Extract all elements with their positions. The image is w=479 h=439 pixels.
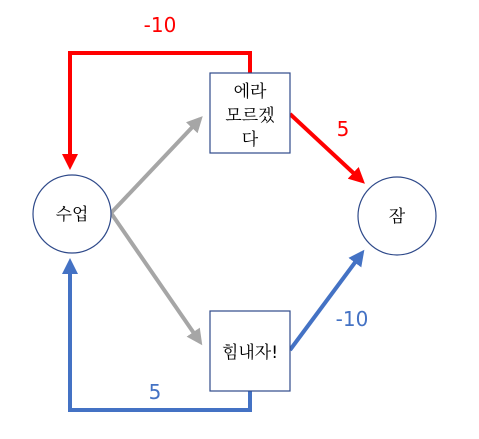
edge-class-to-dunno (111, 119, 200, 213)
edge-label-cheer-to-class: 5 (148, 380, 162, 404)
edge-label-dunno-to-sleep: 5 (336, 117, 350, 141)
node-cheer-label: 힘내자! (221, 343, 279, 363)
edge-dunno-to-sleep (290, 114, 362, 181)
node-class (33, 175, 111, 253)
edge-cheer-to-sleep (290, 253, 362, 350)
node-cheer (210, 311, 290, 391)
node-sleep (358, 177, 436, 255)
edge-label-dunno-to-class: -10 (143, 13, 177, 37)
edge-class-to-cheer (111, 213, 200, 342)
node-class-label: 수업 (55, 205, 89, 225)
node-dunno (210, 73, 290, 153)
node-dunno-line-1: 에라 (233, 82, 267, 102)
node-dunno-line-3: 다 (241, 130, 259, 150)
node-sleep-label: 잠 (388, 207, 406, 227)
node-dunno-line-2: 모르겠 (225, 106, 275, 126)
edge-label-cheer-to-sleep: -10 (335, 307, 369, 331)
